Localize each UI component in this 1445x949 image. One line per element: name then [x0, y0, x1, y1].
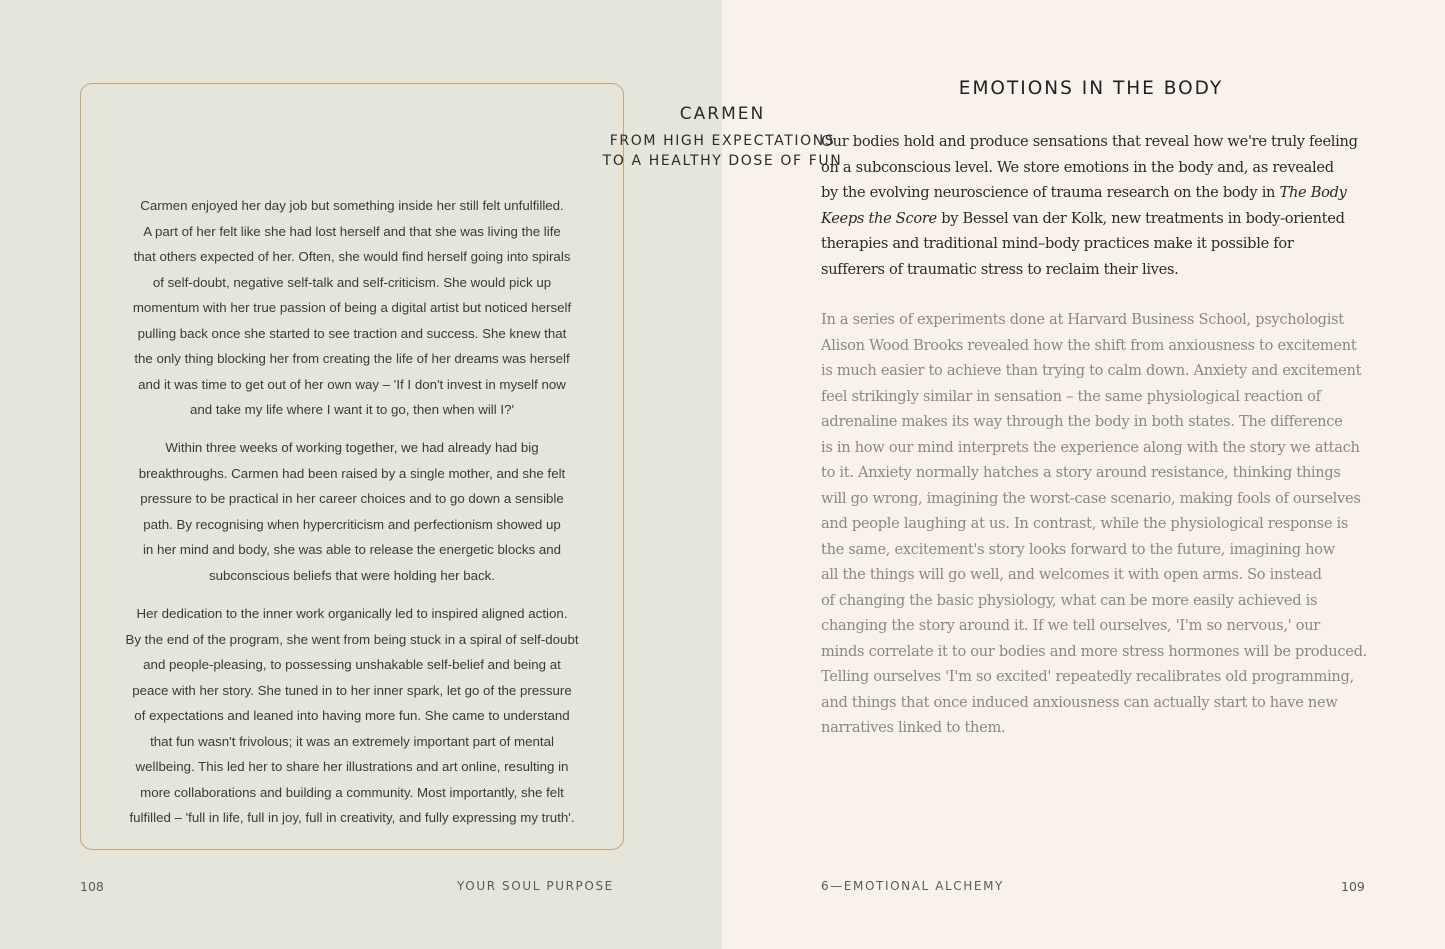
text-line: Alison Wood Brooks revealed how the shift from anxiousness to excitement — [821, 336, 1357, 354]
text-line: of self-doubt, negative self-talk and self-criticism. She would pick up — [152, 274, 552, 290]
body-paragraph-2 — [821, 307, 1381, 741]
text-line: the only thing blocking her from creating the life of her dreams was herself — [134, 351, 570, 366]
text-line: narratives linked to them. — [821, 719, 1006, 736]
text-line — [821, 206, 1381, 232]
text-line: peace with her story. She tuned in to her inner spark, let go of the pressure — [132, 682, 572, 698]
text-line: therapies and traditional mind–body practices make it possible for — [821, 235, 1294, 252]
text-line: changing the story around it. If we tell ourselves, 'I'm so nervous,' our — [821, 617, 1320, 634]
text-line: Carmen enjoyed her day job but something inside her still felt unfulfilled. — [140, 198, 564, 213]
text-line: of changing the basic physiology, what can be more easily achieved is — [821, 591, 1318, 609]
text-line: in her mind and body, she was able to release the energetic blocks and — [142, 542, 562, 557]
running-head-right: 6—EMOTIONAL ALCHEMY — [821, 879, 1004, 893]
text-line: will go wrong, imagining the worst-case scenario, making fools of ourselves — [821, 489, 1361, 507]
text-line — [821, 180, 1381, 206]
body-paragraph-1 — [821, 129, 1381, 282]
case-study-title: CARMEN — [679, 104, 766, 124]
text-line: and things that once induced anxiousness can actually start to have new — [821, 693, 1338, 711]
text-line: pulling back once she started to see traction and success. She knew that — [137, 325, 567, 341]
text-line: sufferers of traumatic stress to reclaim their lives. — [821, 260, 1179, 278]
text-line: that fun wasn't frivolous; it was an extremely important part of mental — [150, 733, 554, 749]
text-line: breakthroughs. Carmen had been raised by a single mother, and she felt — [138, 465, 566, 481]
text-line: fulfilled – 'full in life, full in joy, full in creativity, and fully expressing my truth'. — [129, 810, 575, 825]
book-title-part1: The Body — [1279, 184, 1347, 201]
text-span: by the evolving neuroscience of trauma research on the body in — [821, 184, 1276, 201]
text-span: by Bessel van der Kolk, new treatments in body-oriented — [941, 209, 1345, 227]
text-line: Her dedication to the inner work organically led to inspired aligned action. — [136, 606, 568, 621]
text-line: and people-pleasing, to possessing unshakable self-belief and being at — [143, 657, 561, 672]
text-line: more collaborations and building a community. Most importantly, she felt — [140, 784, 564, 800]
text-line: and people laughing at us. In contrast, while the physiological response is — [821, 515, 1349, 532]
text-line: that others expected of her. Often, she would find herself going into spirals — [133, 249, 571, 264]
page-number-right: 109 — [1341, 879, 1365, 894]
case-study-subtitle-line1: FROM HIGH EXPECTATIONS — [609, 133, 836, 149]
case-study-subtitle-line2: TO A HEALTHY DOSE OF FUN — [602, 153, 843, 169]
case-paragraph-2 — [92, 435, 612, 588]
text-line: pressure to be practical in her career choices and to go down a sensible — [140, 491, 564, 506]
text-line: wellbeing. This led her to share her illustrations and art online, resulting in — [135, 759, 569, 774]
text-line: on a subconscious level. We store emotions in the body and, as revealed — [821, 158, 1334, 176]
text-line: momentum with her true passion of being a digital artist but noticed herself — [132, 300, 572, 315]
text-line: feel strikingly similar in sensation – the same physiological reaction of — [821, 387, 1321, 405]
case-paragraph-3 — [92, 601, 612, 831]
text-line: In a series of experiments done at Harvard Business School, psychologist — [821, 311, 1344, 328]
book-title-part2: Keeps the Score — [821, 209, 937, 227]
text-line: minds correlate it to our bodies and more stress hormones will be produced. — [821, 642, 1367, 660]
text-line: and take my life where I want it to go, then when will I?' — [189, 402, 515, 417]
text-line: is in how our mind interprets the experience along with the story we attach — [821, 438, 1360, 456]
text-line: A part of her felt like she had lost herself and that she was living the life — [143, 223, 561, 239]
section-heading: EMOTIONS IN THE BODY — [958, 78, 1224, 99]
text-line: the same, excitement's story looks forward to the future, imagining how — [821, 540, 1335, 558]
text-line: to it. Anxiety normally hatches a story around resistance, thinking things — [821, 464, 1341, 481]
page-number-left: 108 — [80, 879, 104, 894]
text-line: of expectations and leaned into having more fun. She came to understand — [134, 708, 570, 723]
text-line: all the things will go well, and welcomes it with open arms. So instead — [821, 566, 1322, 583]
running-head-left: YOUR SOUL PURPOSE — [457, 879, 614, 893]
text-line: By the end of the program, she went from being stuck in a spiral of self-doubt — [125, 631, 579, 647]
text-line: Our bodies hold and produce sensations that reveal how we're truly feeling — [821, 133, 1358, 150]
text-line: Telling ourselves 'I'm so excited' repeatedly recalibrates old programming, — [821, 668, 1354, 685]
text-line: adrenaline makes its way through the body in both states. The difference — [821, 413, 1343, 430]
text-line: path. By recognising when hypercriticism and perfectionism showed up — [143, 516, 561, 532]
text-line: and it was time to get out of her own way – 'If I don't invest in myself now — [138, 376, 566, 392]
text-line: subconscious beliefs that were holding her back. — [208, 567, 496, 583]
text-line: Within three weeks of working together, we had already had big — [165, 440, 539, 455]
case-paragraph-1 — [92, 193, 612, 423]
text-line: is much easier to achieve than trying to calm down. Anxiety and excitement — [821, 362, 1362, 379]
